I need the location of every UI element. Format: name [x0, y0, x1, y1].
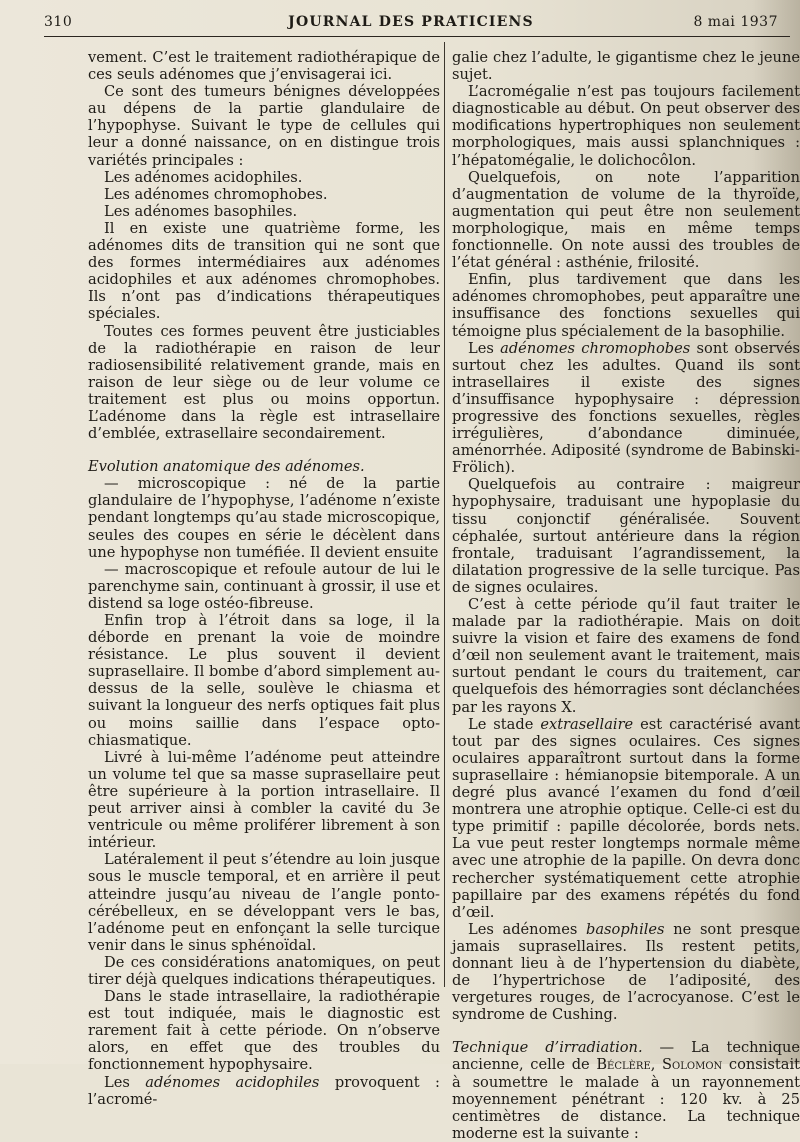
- text-span: Les adénomes: [468, 920, 587, 938]
- paragraph: vement. C’est le traitement radiothérapique de ces seuls adénomes que j’envisagerai ici.: [88, 49, 440, 84]
- paragraph: Quelquefois au contraire : maigreur hypophysaire, traduisant une hypoplasie du tissu conjonctif généralisée. Souvent céphalée, surtout antérieure dans la région frontale, traduisant l’agrandissement, la dilatation progressive de la selle turcique. Pas de signes oculaires.: [452, 476, 800, 596]
- paragraph: Dans le stade intrasellaire, la radiothérapie est tout indiquée, mais le diagnostic est rarement fait à cette période. On n’observe alors, en effet que des troubles du fonctionnement hypophysaire.: [88, 988, 440, 1074]
- paragraph: Les adénomes chromophobes.: [104, 185, 328, 203]
- paragraph: — macroscopique et refoule autour de lui le parenchyme sain, continuant à grossir, il use et distend sa loge ostéo-fibreuse.: [88, 560, 440, 612]
- paragraph: C’est à cette période qu’il faut traiter le malade par la radiothérapie. Mais on doit suivre la vision et faire des examens de fond d’œil non seulement avant le traitement, mais surtout pendant le cours du traitement, car quelquefois des hémorragies sont déclanchées par les rayons X.: [452, 596, 800, 716]
- paragraph: [452, 340, 800, 477]
- paragraph: Toutes ces formes peuvent être justiciables de la radiothérapie en raison de leur radiosensibilité relativement grande, mais en raison de leur siège ou de leur volume ce traitement est plus ou moins opportun. L’adénome dans la règle est intrasellaire d’emblée, extrasellaire secondairement.: [88, 322, 440, 443]
- emphasis: adénomes chromophobes: [500, 339, 691, 357]
- text-span: ,: [650, 1056, 663, 1074]
- paragraph: Les adénomes acidophiles.: [104, 168, 303, 186]
- paragraph: — microscopique : né de la partie glandulaire de l’hypophyse, l’adénome n’existe pendant longtemps qu’au stade microscopique, seules des coupes en série le décèlent dans une hypophyse non tuméfiée. Il devient ensuite: [88, 475, 440, 561]
- page-number: 310: [44, 14, 73, 30]
- text-span: Les: [468, 339, 501, 357]
- text-span: consistait à soumettre le malade à un rayonnement moyennement pénétrant : 120 kv. à 25 centimètres de distance. La technique moderne est la suivante :: [452, 1056, 800, 1142]
- emphasis: extrasellaire: [540, 715, 634, 733]
- paragraph: Enfin trop à l’étroit dans sa loge, il la déborde en prenant la voie de moindre résistance. Le plus souvent il devient suprasellaire. Il bombe d’abord simplement au-dessus de la selle, soulève le chiasma et suivant la longueur des nerfs optiques fait plus ou moins saillie dans l’espace opto-chiasmatique.: [88, 612, 440, 749]
- section-heading-text: Evolution anatomique des adénomes.: [88, 458, 365, 476]
- paragraph: L’acromégalie n’est pas toujours facilement diagnosticable au début. On peut observer des modifications hypertrophiques non seulement morphologiques, mais aussi splanchniques : l’hépatomégalie, le dolichocôlon.: [452, 83, 800, 169]
- paragraph: Quelquefois, on note l’apparition d’augmentation de volume de la thyroïde, augmentation qui peut être non seulement morphologique, mais en même temps fonctionnelle. On note aussi des troubles de l’état général : asthénie, frilosité.: [452, 168, 800, 272]
- section-heading-text: Technique d’irradiation.: [452, 1039, 643, 1057]
- paragraph: Les adénomes basophiles.: [104, 202, 298, 220]
- paragraph: De ces considérations anatomiques, on peut tirer déjà quelques indications thérapeutiques.: [88, 953, 440, 988]
- left-column: [88, 49, 440, 1108]
- right-column: [452, 49, 800, 1142]
- paragraph: [452, 921, 800, 1024]
- section-heading: [88, 458, 440, 475]
- emphasis: adénomes acidophiles: [145, 1073, 320, 1091]
- paragraph: Ce sont des tumeurs bénignes développées au dépens de la partie glandulaire de l’hypophyse. Suivant le type de cellules qui leur a donné naissance, on en distingue trois variétés principales :: [88, 83, 440, 169]
- paragraph: [452, 716, 800, 921]
- column-divider: [444, 42, 445, 987]
- paragraph: Livré à lui-même l’adénome peut atteindre un volume tel que sa masse suprasellaire peut être supérieure à la portion intrasellaire. Il peut arriver ainsi à combler la cavité du 3e ventricule ou même proliférer librement à son intérieur.: [88, 748, 440, 852]
- paragraph: Il en existe une quatrième forme, les adénomes dits de transition qui ne sont que des formes intermédiaires aux adénomes acidophiles et aux adénomes chromophobes. Ils n’ont pas d’indications thérapeutiques spéciales.: [88, 219, 440, 323]
- emphasis: basophiles: [586, 920, 665, 938]
- header-rule: [44, 36, 790, 37]
- text-span: est caractérisé avant tout par des signes oculaires. Ces signes oculaires apparaîtront surtout dans la forme suprasellaire : hémianopsie bitemporale. A un degré plus avancé l’examen du fond d’œil montrera une atrophie optique. Celle-ci est du type primitif : papille décolorée, bords nets. La vue peut rester longtemps normale même avec une atrophie de la papille. On devra donc rechercher systématiquement cette atrophie papillaire par des examens répétés du fond d’œil.: [452, 715, 800, 921]
- paragraph: [452, 1039, 800, 1142]
- paragraph: Enfin, plus tardivement que dans les adénomes chromophobes, peut apparaître une insuffisance des fonctions sexuelles qui témoigne plus spécialement de la basophilie.: [452, 271, 800, 340]
- paragraph: [88, 1074, 440, 1108]
- running-header: [44, 12, 778, 34]
- text-span: provoquent : l’acromé-: [88, 1073, 440, 1108]
- text-span: Le stade: [468, 715, 541, 733]
- paragraph: galie chez l’adulte, le gigantisme chez le jeune sujet.: [452, 49, 800, 84]
- author-name: Béclère: [596, 1056, 651, 1074]
- issue-date: 8 mai 1937: [693, 14, 778, 30]
- text-span: ne sont presque jamais suprasellaires. Ils restent petits, donnant lieu à de l’hypertension du diabète, de l’hypertrichose de l’adiposité, des vergetures rouges, de l’acrocyanose. C’est le syndrome de Cushing.: [452, 920, 800, 1024]
- paragraph: Latéralement il peut s’étendre au loin jusque sous le muscle temporal, et en arrière il peut atteindre jusqu’au niveau de l’angle ponto-cérébelleux, en se développant vers le bas, l’adénome peut en enfonçant la selle turcique venir dans le sinus sphénoïdal.: [88, 851, 440, 954]
- journal-title: JOURNAL DES PRATICIENS: [288, 14, 534, 30]
- text-span: — La technique ancienne, celle de: [452, 1039, 800, 1074]
- text-span: sont observés surtout chez les adultes. Quand ils sont intrasellaires il existe des signes d’insuffisance hypophysaire : dépression progressive des fonctions sexuelles, règles irrégulières, d’abondance diminuée, aménorrhée. Adiposité (syndrome de Babinski-Frölich).: [452, 339, 800, 477]
- author-name: Solomon: [662, 1056, 723, 1074]
- text-span: Les: [104, 1073, 146, 1091]
